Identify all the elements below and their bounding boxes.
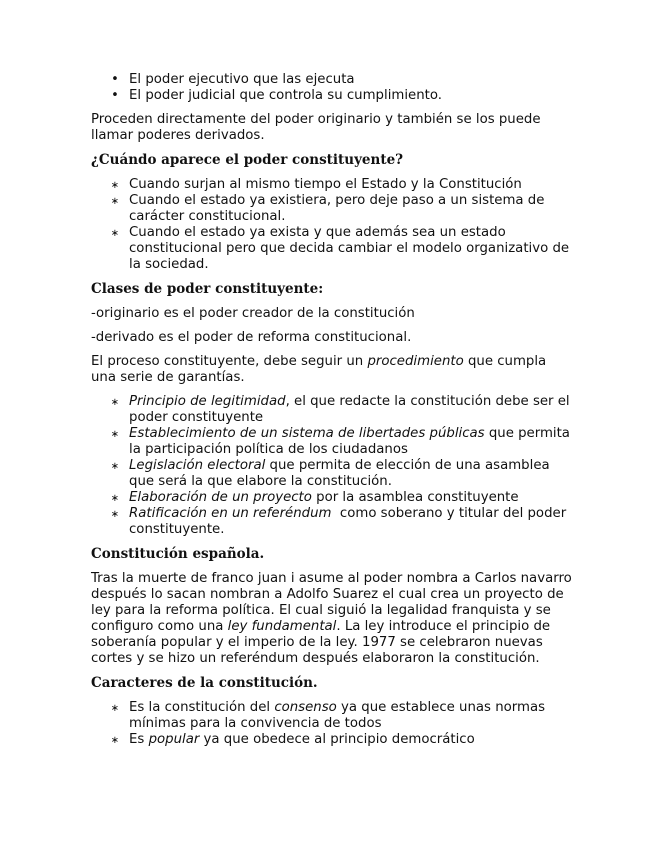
list-item: ∗ Elaboración de un proyecto por la asamblea constituyente — [110, 490, 519, 505]
bullet-icon: • — [111, 88, 119, 103]
list-item: • El poder judicial que controla su cumplimiento. — [91, 88, 575, 104]
asterisk-bullet-icon: ∗ — [110, 180, 120, 191]
heading-traits: Caracteres de la constitución. — [91, 675, 318, 691]
asterisk-bullet-icon: ∗ — [110, 493, 120, 504]
powers-list — [91, 72, 575, 104]
bullet-icon: • — [111, 72, 119, 87]
list-item: ∗ Es la constitución del consenso ya que establece unas normas mínimas para la convivencia de todos — [110, 700, 546, 731]
list-item: ∗ Cuando el estado ya exista y que además sea un estado constitucional pero que decida cambiar el modelo organizativo de la sociedad. — [110, 225, 570, 272]
heading-spain: Constitución española. — [91, 546, 265, 562]
list-item: ∗ Principio de legitimidad, el que redacte la constitución debe ser el poder constituyente — [110, 394, 570, 425]
list-item: ∗ Establecimiento de un sistema de libertades públicas que permita la participación política de los ciudadanos — [110, 426, 570, 457]
list-item: • El poder ejecutivo que las ejecuta — [91, 72, 575, 88]
list-item: ∗ Cuando el estado ya existiera, pero deje paso a un sistema de carácter constitucional. — [110, 193, 545, 224]
heading-classes: Clases de poder constituyente: — [91, 281, 324, 297]
when-list — [91, 177, 575, 273]
asterisk-bullet-icon: ∗ — [110, 509, 120, 520]
originario-paragraph: -originario es el poder creador de la constitución — [91, 306, 415, 321]
traits-list — [91, 700, 575, 748]
spain-paragraph: Tras la muerte de franco juan i asume al poder nombra a Carlos navarro después lo sacan nombran a Adolfo Suarez el cual crea un proyecto de ley para la reforma política. El cual siguió la legalidad franquista y se configuro como una ley fundamental. La ley introduce el principio de soberanía popular y el imperio de la ley. 1977 se celebraron nuevas cortes y se hizo un referéndum después elaboraron la constitución. — [91, 571, 572, 666]
asterisk-bullet-icon: ∗ — [110, 461, 120, 472]
asterisk-bullet-icon: ∗ — [110, 196, 120, 207]
derivado-paragraph: -derivado es el poder de reforma constitucional. — [91, 330, 412, 345]
list-item: ∗ Cuando surjan al mismo tiempo el Estado y la Constitución — [110, 177, 522, 192]
asterisk-bullet-icon: ∗ — [110, 703, 120, 714]
asterisk-bullet-icon: ∗ — [110, 429, 120, 440]
list-item: ∗ Legislación electoral que permita de elección de una asamblea que será la que elabore la constitución. — [110, 458, 550, 489]
list-item: ∗ Es popular ya que obedece al principio democrático — [110, 732, 475, 747]
derived-paragraph: Proceden directamente del poder originario y también se los puede llamar poderes derivados. — [91, 112, 541, 143]
heading-when: ¿Cuándo aparece el poder constituyente? — [91, 152, 404, 168]
process-paragraph: El proceso constituyente, debe seguir un procedimiento que cumpla una serie de garantías. — [91, 354, 547, 385]
guarantees-list — [91, 394, 575, 538]
asterisk-bullet-icon: ∗ — [110, 397, 120, 408]
asterisk-bullet-icon: ∗ — [110, 735, 120, 746]
asterisk-bullet-icon: ∗ — [110, 228, 120, 239]
list-item: ∗ Ratificación en un referéndum como soberano y titular del poder constituyente. — [110, 506, 571, 537]
